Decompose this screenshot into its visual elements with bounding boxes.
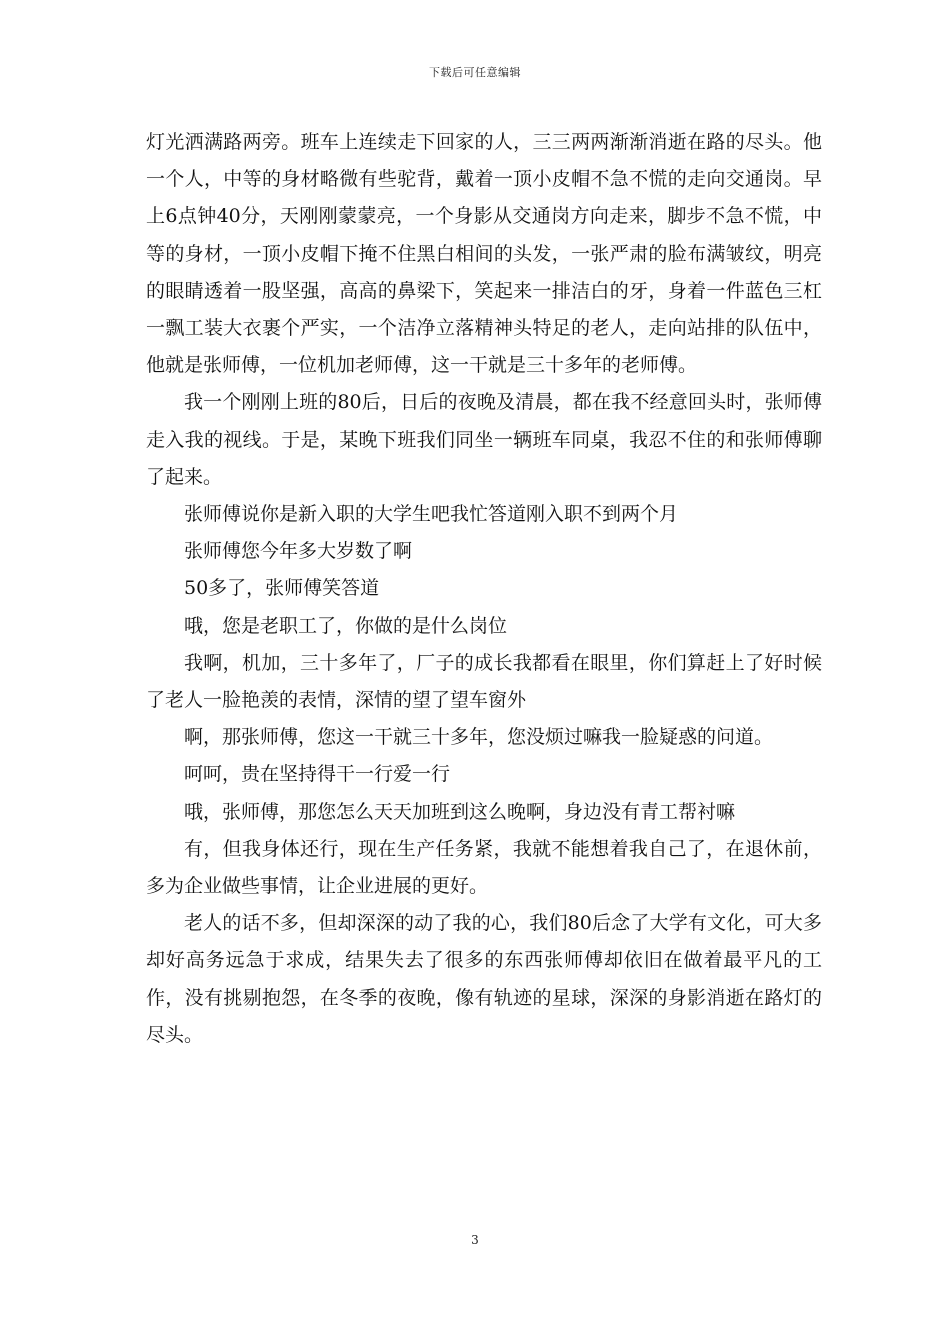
paragraph: 有，但我身体还行，现在生产任务紧，我就不能想着我自己了，在退休前，多为企业做些事情，让企业进展的更好。 <box>146 837 822 898</box>
paragraph: 啊，那张师傅，您这一干就三十多年，您没烦过嘛我一脸疑惑的问道。 <box>184 726 774 749</box>
paragraph: 50多了，张师傅笑答道 <box>184 577 380 600</box>
paragraph: 张师傅说你是新入职的大学生吧我忙答道刚入职不到两个月 <box>184 503 679 526</box>
paragraph: 老人的话不多，但却深深的动了我的心，我们80后念了大学有文化，可大多却好高务远急于求成，结果失去了很多的东西张师傅却依旧在做着最平凡的工作，没有挑剔抱怨，在冬季的夜晚，像有轨迹的星球，深深的身影消逝在路灯的尽头。 <box>146 912 822 1046</box>
paragraph: 我一个刚刚上班的80后，日后的夜晚及清晨，都在我不经意回头时，张师傅走入我的视线。于是，某晚下班我们同坐一辆班车同桌，我忍不住的和张师傅聊了起来。 <box>146 391 822 488</box>
paragraph: 哦，张师傅，那您怎么天天加班到这么晚啊，身边没有青工帮衬嘛 <box>184 800 736 823</box>
paragraph: 哦，您是老职工了，你做的是什么岗位 <box>184 614 508 637</box>
paragraph: 张师傅您今年多大岁数了啊 <box>184 540 413 563</box>
document-body <box>146 124 822 1054</box>
paragraph: 我啊，机加，三十多年了，厂子的成长我都看在眼里，你们算赶上了好时候了老人一脸艳羡的表情，深情的望了望车窗外 <box>146 651 822 712</box>
page-number: 3 <box>471 1233 479 1247</box>
paragraph: 呵呵，贵在坚持得干一行爱一行 <box>184 763 451 786</box>
page-header: 下载后可任意编辑 <box>429 66 521 79</box>
paragraph: 灯光洒满路两旁。班车上连续走下回家的人，三三两两渐渐消逝在路的尽头。他一个人，中等的身材略微有些驼背，戴着一顶小皮帽不急不慌的走向交通岗。早上6点钟40分，天刚刚蒙蒙亮，一个身影从交通岗方向走来，脚步不急不慌，中等的身材，一顶小皮帽下掩不住黑白相间的头发，一张严肃的脸布满皱纹，明亮的眼睛透着一股坚强，高高的鼻梁下，笑起来一排洁白的牙，身着一件蓝色三杠一飘工装大衣裹个严实，一个洁净立落精神头特足的老人，走向站排的队伍中，他就是张师傅，一位机加老师傅，这一干就是三十多年的老师傅。 <box>146 131 822 377</box>
